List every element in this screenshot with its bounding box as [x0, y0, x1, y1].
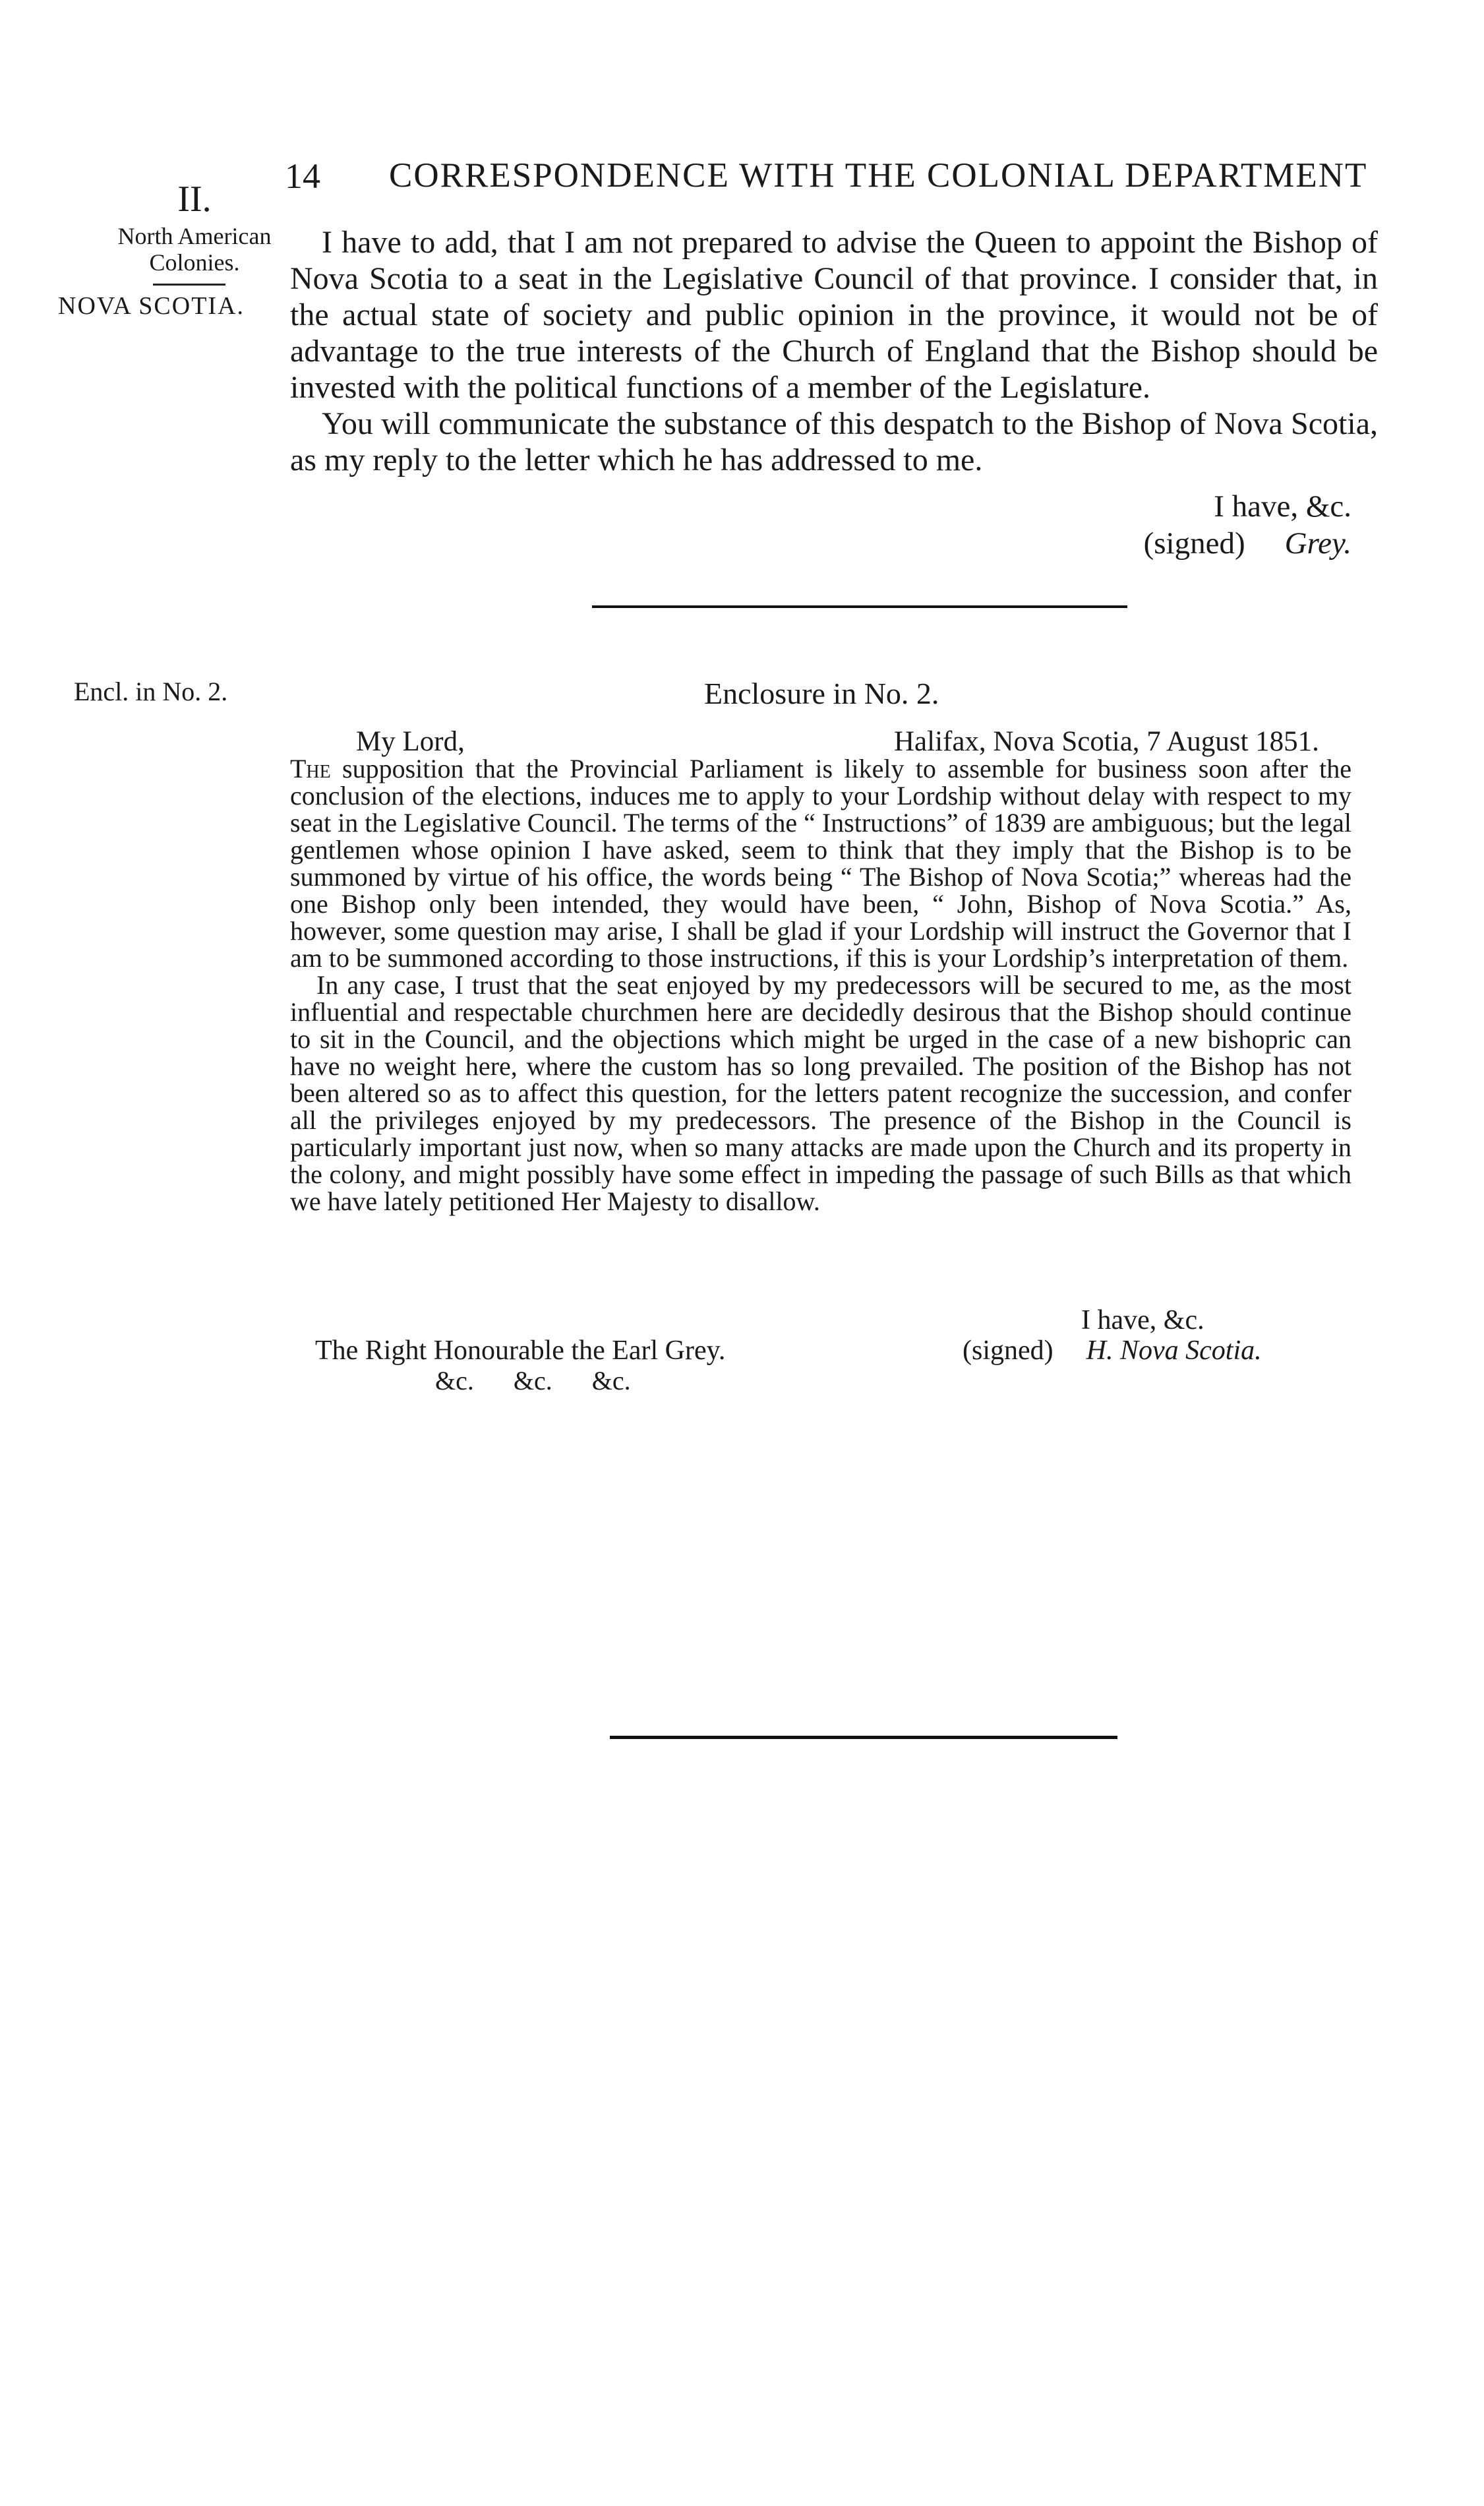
despatch-closing: I have, &c.	[1214, 489, 1351, 524]
despatch-paragraph: You will communicate the substance of this despatch to the Bishop of Nova Scotia, as my reply to the letter which he has addressed to me.	[290, 406, 1378, 477]
despatch-paragraph: I have to add, that I am not prepared to advise the Queen to appoint the Bishop of Nova Scotia to a seat in the Legislative Council of that province. I consider that, in the actual state of society and public opinion in the province, it would not be of advantage to the true interests of the Church of England that the Bishop should be invested with the political functions of a member of the Legislature.	[290, 225, 1378, 405]
enclosure-body	[290, 755, 1351, 1215]
enclosure-signature: H. Nova Scotia.	[1086, 1335, 1262, 1366]
enclosure-title: Enclosure in No. 2.	[704, 677, 939, 710]
running-head: CORRESPONDENCE WITH THE COLONIAL DEPARTMENT	[389, 156, 1368, 195]
margin-enclosure-note: Encl. in No. 2.	[74, 677, 228, 706]
despatch-body	[290, 224, 1378, 478]
page-number: 14	[285, 156, 320, 196]
end-rule	[610, 1736, 1117, 1739]
signed-label: (signed)	[1143, 526, 1245, 561]
section-rule	[592, 605, 1127, 608]
enclosure-etc: &c. &c. &c.	[435, 1366, 631, 1395]
margin-divider	[153, 284, 225, 286]
signed-label: (signed)	[963, 1335, 1054, 1366]
enclosure-paragraph	[290, 755, 1351, 971]
enclosure-salutation: My Lord,	[356, 726, 465, 757]
section-number: II.	[177, 179, 212, 220]
margin-colony-note: NOVA SCOTIA.	[58, 292, 245, 320]
enclosure-paragraph: In any case, I trust that the seat enjoyed by my predecessors will be secured to me, as the most influential and respectable churchmen here are decidedly desirous that the Bishop should continue to sit in the Council, and the objections which might be urged in the case of a new bishopric can have no weight here, where the custom has so long prevailed. The position of the Bishop has not been altered so as to affect this question, for the letters patent recognize the succession, and confer all the privileges enjoyed by my predecessors. The presence of the Bishop in the Council is particularly important just now, when so many attacks are made upon the Church and its property in the colony, and might possibly have some effect in impeding the passage of such Bills as that which we have lately petitioned Her Majesty to disallow.	[290, 970, 1351, 1216]
enclosure-place-date: Halifax, Nova Scotia, 7 August 1851.	[894, 726, 1319, 757]
margin-region-note: North American Colonies.	[117, 223, 272, 276]
despatch-signature-line	[1088, 525, 1351, 562]
enclosure-addressee: The Right Honourable the Earl Grey.	[315, 1335, 726, 1366]
enclosure-paragraph-text: supposition that the Provincial Parliament is likely to assemble for business soon after the conclusion of the elections, induces me to apply to your Lordship without delay with respect to my seat in the Legislative Council. The terms of the “ Instructions” of 1839 are ambiguous; but the legal gentlemen whose opinion I have asked, seem to think that they imply that the Bishop is to be summoned by virtue of his office, the words being “ The Bishop of Nova Scotia;” whereas had the one Bishop only been intended, they would have been, “ John, Bishop of Nova Scotia.” As, however, some question may arise, I shall be glad if your Lordship will instruct the Governor that I am to be summoned according to those instructions, if this is your Lordship’s interpretation of them.	[290, 754, 1351, 973]
despatch-signature: Grey.	[1284, 526, 1351, 561]
despatch-closing-block	[1088, 488, 1351, 562]
enclosure-signature-line	[963, 1335, 1262, 1366]
enclosure-closing: I have, &c.	[1081, 1305, 1204, 1335]
enclosure-first-word: The	[290, 754, 331, 783]
